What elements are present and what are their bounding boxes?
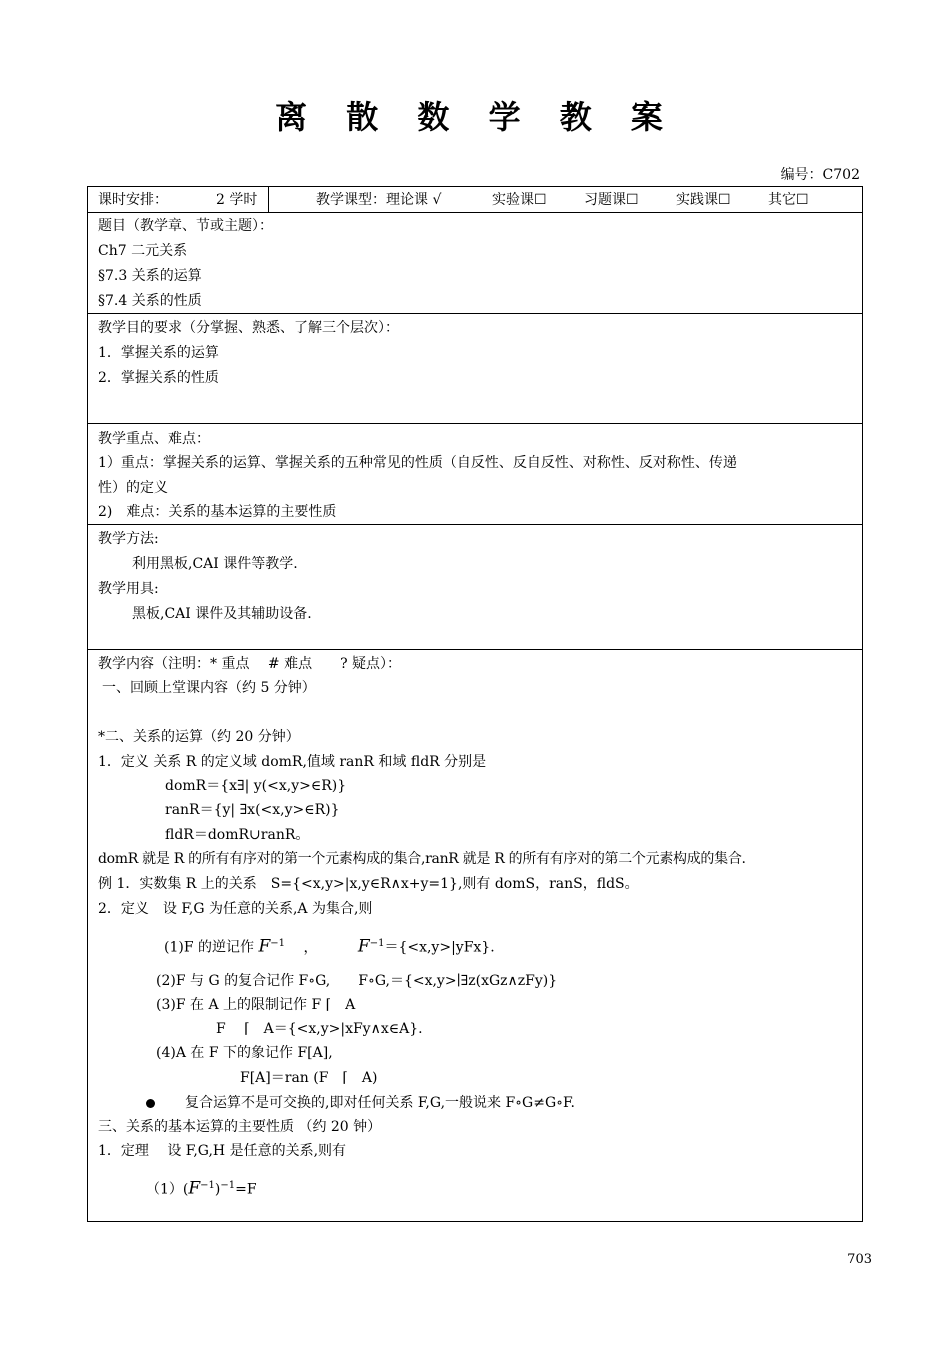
content-line: 2．定义 设 F,G 为任意的关系,A 为集合,则 xyxy=(98,901,373,917)
restriction-formula: F ⌈ A＝{<x,y>|xFy∧x∈A}. xyxy=(216,1021,423,1037)
image-formula: F[A]＝ran (F ⌈ A) xyxy=(240,1070,378,1086)
lab-option: 实验课☐ xyxy=(492,192,547,208)
exercise-option: 习题课☐ xyxy=(584,192,639,208)
other-option: 其它☐ xyxy=(768,192,809,208)
content-heading: 教学内容（注明：* 重点 # 难点 ? 疑点）： xyxy=(98,656,402,672)
content-line: domR 就是 R 的所有有序对的第一个元素构成的集合,ranR 就是 R 的所有有序对的第二个元素构成的集合. xyxy=(98,851,746,867)
inverse-definition: (1)F 的逆记作 $F^{-1}$ ， $F^{-1}=\{<x,y>|yFx\}$. xyxy=(164,936,495,957)
methods-heading: 教学方法: xyxy=(98,531,159,547)
content-line: 三、关系的基本运算的主要性质 （约 20 钟） xyxy=(98,1119,382,1135)
course-type: 教学课型：理论课 √ xyxy=(316,192,442,208)
document-number: 编号：C702 xyxy=(780,167,860,183)
tools-text: 黑板,CAI 课件及其辅助设备. xyxy=(132,606,312,622)
keypoints-heading: 教学重点、难点： xyxy=(98,431,210,447)
content-line: *二、关系的运算（约 20 分钟） xyxy=(98,729,300,745)
lesson-plan-table xyxy=(87,186,863,1222)
cell-divider xyxy=(268,187,269,213)
page-title: 离 散 数 学 教 案 xyxy=(275,98,677,136)
methods-section xyxy=(88,525,862,650)
formula-fld: fldR＝domR∪ranR。 xyxy=(165,827,310,843)
topic-section xyxy=(88,213,862,314)
keypoints-section xyxy=(88,424,862,525)
objectives-section xyxy=(88,314,862,424)
formula-ran: ranR＝{y| ∃x(<x,y>∈R)} xyxy=(165,802,340,818)
keypoint-line: 1）重点：掌握关系的运算、掌握关系的五种常见的性质（自反性、反自反性、对称性、反对称性、传递 xyxy=(98,455,737,471)
schedule-hours: 2 学时 xyxy=(216,192,258,208)
topic-heading: 题目（教学章、节或主题）： xyxy=(98,218,273,234)
bullet-note: 复合运算不是可交换的,即对任何关系 F,G,一般说来 F∘G≠G∘F. xyxy=(146,1094,575,1112)
formula-dom: domR＝{x∃| y(<x,y>∈R)} xyxy=(165,778,347,794)
keypoint-line: 2) 难点：关系的基本运算的主要性质 xyxy=(98,504,337,520)
tools-heading: 教学用具: xyxy=(98,581,159,597)
example-line: 例 1．实数集 R 上的关系 S={<x,y>|x,y∈R∧x+y=1},则有 domS，ranS，fldS。 xyxy=(98,876,639,892)
topic-line: §7.3 关系的运算 xyxy=(98,268,202,284)
composition-definition: (2)F 与 G 的复合记作 F∘G, F∘G,＝{<x,y>∣∃z(xGz∧zFy)} xyxy=(156,973,558,989)
objectives-heading: 教学目的要求（分掌握、熟悉、了解三个层次）： xyxy=(98,320,399,336)
page-number: 703 xyxy=(847,1252,872,1267)
topic-line: Ch7 二元关系 xyxy=(98,243,188,259)
topic-line: §7.4 关系的性质 xyxy=(98,293,202,309)
theorem-line: 1．定理 设 F,G,H 是任意的关系,则有 xyxy=(98,1143,347,1159)
practice-option: 实践课☐ xyxy=(676,192,731,208)
image-definition: (4)A 在 F 下的象记作 F[A], xyxy=(156,1045,333,1061)
objective-item: 1．掌握关系的运算 xyxy=(98,345,219,361)
bullet-icon xyxy=(146,1099,155,1108)
content-section xyxy=(88,650,862,1221)
objective-item: 2．掌握关系的性质 xyxy=(98,370,219,386)
theorem-item: $(1)(F^{-1})^{-1}=F$ xyxy=(146,1178,257,1199)
methods-text: 利用黑板,CAI 课件等教学. xyxy=(132,556,298,572)
schedule-label: 课时安排： xyxy=(98,192,168,208)
keypoint-line: 性）的定义 xyxy=(98,480,168,496)
content-line: 一、回顾上堂课内容（约 5 分钟） xyxy=(102,680,316,696)
schedule-row xyxy=(88,187,862,213)
restriction-definition: (3)F 在 A 上的限制记作 F ⌈ A xyxy=(156,997,356,1013)
content-line: 1．定义 关系 R 的定义域 domR,值域 ranR 和域 fldR 分别是 xyxy=(98,754,487,770)
